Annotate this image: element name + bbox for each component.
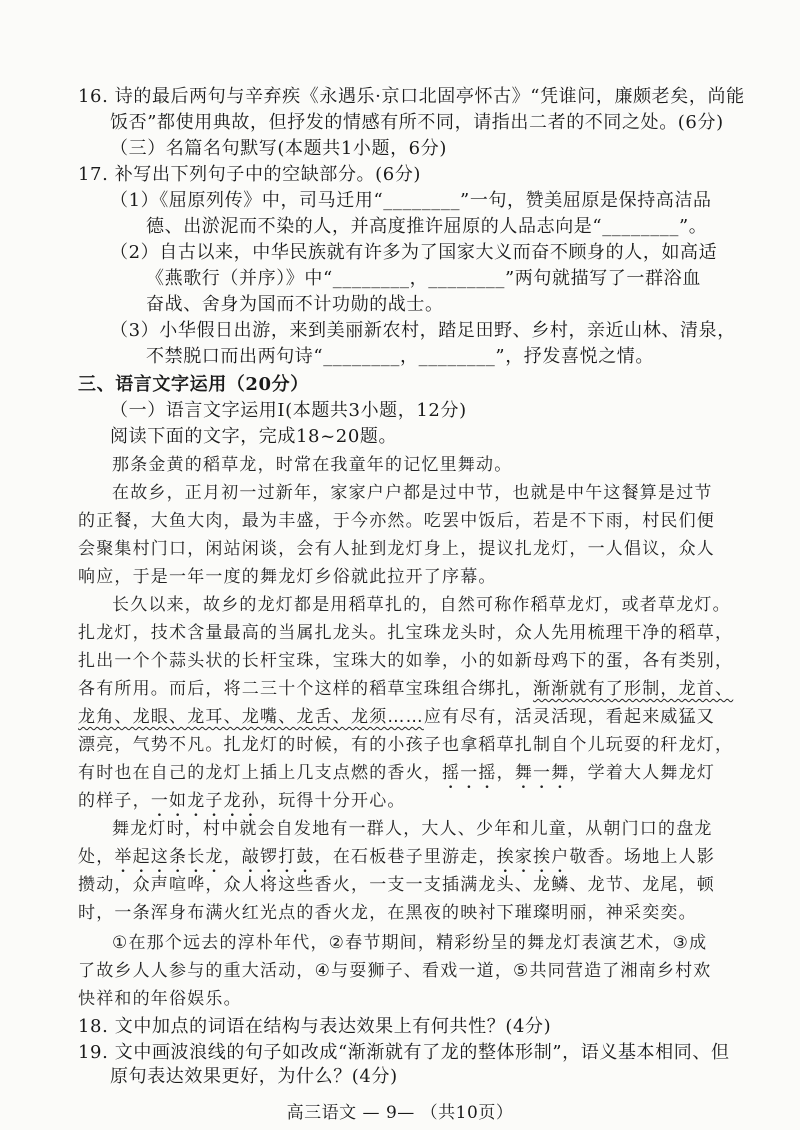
passage-paragraph-4-line-4: 时，一条浑身布满火红光点的香火龙，在黑夜的映衬下璀璨明丽，神采奕奕。 [78, 903, 697, 923]
page-footer: 高三语文 — 9— （共10页） [286, 1103, 514, 1123]
question-17-item-1-line-2: 德、出淤泥而不染的人，并高度推许屈原的人品志向是“________”。 [146, 216, 708, 237]
passage-paragraph-2-line-2: 的正餐，大鱼大肉，最为丰盛，于今亦然。吃罢中饭后，若是不下雨，村民们便 [78, 511, 715, 531]
passage-paragraph-3-line-5 [78, 704, 715, 730]
passage-paragraph-3-line-6: 漂亮，气势不凡。扎龙灯的时候，有的小孩子也拿稻草扎制自个儿玩耍的秆龙灯， [78, 735, 734, 755]
question-19-line-2: 原句表达效果更好，为什么？(4分) [110, 1066, 398, 1087]
passage-paragraph-3-line-4 [78, 676, 733, 702]
passage-text: ，学着大人舞龙灯 [569, 763, 716, 783]
question-17-item-1-line-1: （1）《屈原列传》中，司马迁用“________”一句，赞美屈原是保持高洁品 [110, 190, 712, 211]
passage-paragraph-2-line-3: 会聚集村门口，闲站闲谈，会有人扯到龙灯身上，提议扎龙灯，一人倡议，众人 [78, 539, 715, 559]
passage-text: ， [496, 763, 515, 783]
wavy-underlined-sentence-end: 龙角、龙眼、龙耳、龙嘴、龙舌、龙须…… [78, 707, 424, 727]
passage-paragraph-3-line-3: 扎出一个个蒜头状的长杆宝珠，宝珠大的如拳，小的如新母鸡下的蛋，各有类别， [78, 651, 734, 671]
passage-text: ， [223, 847, 242, 867]
passage-paragraph-4-line-3: 攒动，众声喧哗，众人将这些香火，一支一支插满龙头、龙鳞、龙节、龙尾，顿 [78, 875, 715, 895]
question-16-line-1: 16. 诗的最后两句与辛弃疾《永遇乐·京口北固亭怀古》“凭谁问，廉颇老矣，尚能 [78, 86, 745, 107]
passage-text: ，在石板巷子里游走， [314, 847, 497, 867]
passage-paragraph-4-line-1: 舞龙灯时，村中就会自发地有一群人，大人、少年和儿童，从朝门口的盘龙 [112, 819, 713, 839]
passage-paragraph-3-line-2: 扎龙灯，技术含量最高的当属扎龙头。扎宝珠龙头时，众人先用梳理干净的稻草， [78, 623, 734, 643]
question-17-item-3-line-2: 不禁脱口而出两句诗“________，________”，抒发喜悦之情。 [146, 346, 655, 367]
question-16-line-2: 饭否”都使用典故，但抒发的情感有所不同，请指出二者的不同之处。(6分) [110, 112, 724, 133]
passage-text: 敬香。场地上人影 [569, 847, 716, 867]
passage-paragraph-5-line-2: 了故乡人人参与的重大活动，④与耍狮子、看戏一道，⑤共同营造了湘南乡村欢 [78, 961, 712, 981]
passage-text: 的样子， [78, 791, 151, 811]
passage-paragraph-5-line-1: ①在那个远去的淳朴年代，②春节期间，精彩纷呈的舞龙灯表演艺术，③成 [112, 933, 708, 953]
question-17-item-2-line-1: （2）自古以来，中华民族就有许多为了国家大义而奋不顾身的人，如高适 [110, 242, 718, 263]
question-17-item-2-line-3: 奋战、舍身为国而不计功勋的战士。 [146, 294, 444, 315]
passage-text: 各有所用。而后，将二三十个这样的稻草宝珠组合绑扎， [78, 679, 533, 699]
passage-text: 应有尽有，活灵活现，看起来威猛又 [423, 707, 716, 727]
passage-paragraph-5-line-3: 快祥和的年俗娱乐。 [78, 989, 242, 1009]
dotted-phrase: 摇一摇 [442, 763, 497, 783]
subsection-1-title: （一）语言文字运用Ⅰ(本题共3小题，12分) [110, 400, 467, 421]
passage-paragraph-3-line-1: 长久以来，故乡的龙灯都是用稻草扎的，自然可称作稻草龙灯，或者草龙灯。 [112, 595, 731, 615]
question-18: 18. 文中加点的词语在结构与表达效果上有何共性？(4分) [78, 1016, 552, 1037]
question-17-stem: 17. 补写出下列句子中的空缺部分。(6分) [78, 164, 422, 185]
passage-paragraph-2-line-4: 响应，于是一年一度的舞龙灯乡俗就此拉开了序幕。 [78, 567, 497, 587]
dotted-phrase: 挨家挨户 [496, 847, 570, 867]
passage-text: ，玩得十分开心。 [260, 791, 406, 811]
dotted-phrase: 敲锣打鼓 [241, 847, 315, 867]
part-3-title: 三、语言文字运用（20分） [78, 374, 309, 395]
dotted-phrase: 一如龙子龙孙 [150, 791, 261, 811]
section-3-title: （三）名篇名句默写(本题共1小题，6分) [110, 138, 447, 159]
wavy-underlined-sentence-start: 渐渐就有了形制，龙首、 [533, 679, 734, 699]
passage-text: 处， [78, 847, 115, 867]
dotted-phrase: 舞一舞 [514, 763, 570, 783]
passage-paragraph-1: 那条金黄的稻草龙，时常在我童年的记忆里舞动。 [112, 455, 513, 475]
passage-paragraph-2-line-1: 在故乡，正月初一过新年，家家户户都是过中节，也就是中午这餐算是过节 [112, 483, 713, 503]
passage-text: 有时也在自己的龙灯上插上几支点燃的香火， [78, 763, 442, 783]
reading-instruction: 阅读下面的文字，完成18~20题。 [110, 426, 398, 447]
question-17-item-3-line-1: （3）小华假日出游，来到美丽新农村，踏足田野、乡村，亲近山林、清泉， [110, 320, 736, 341]
question-19-line-1: 19. 文中画波浪线的句子如改成“渐渐就有了龙的整体形制”，语义基本相同、但 [78, 1042, 730, 1063]
question-17-item-2-line-2: 《燕歌行（并序）》中“________，________”两句就描写了一群浴血 [146, 268, 701, 289]
dotted-phrase: 举起这条长龙 [114, 847, 224, 867]
